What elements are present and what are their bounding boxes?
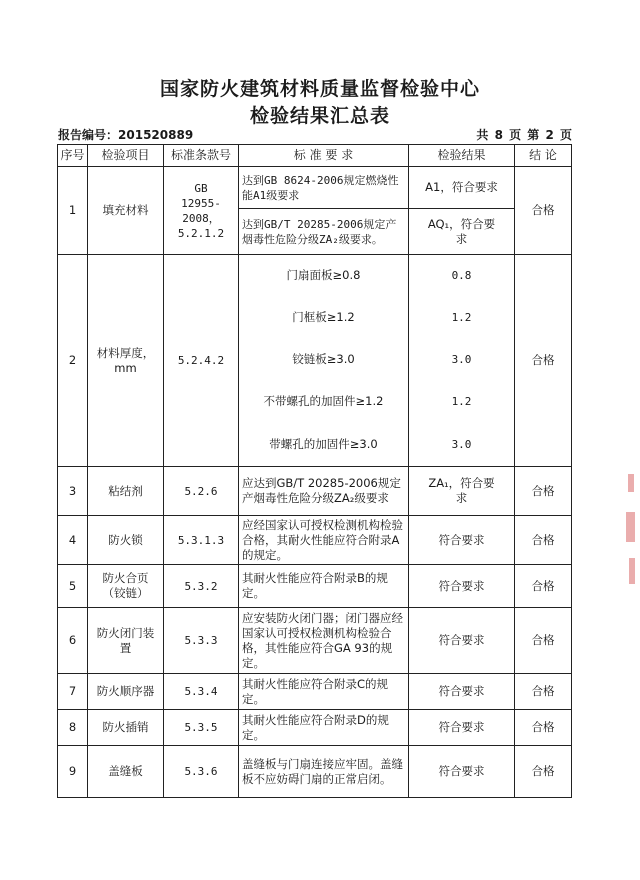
cell-result: 1.2 [409, 381, 515, 423]
cell-no: 1 [58, 167, 88, 255]
cell-requirement: 达到GB 8624-2006规定燃烧性能A1级要求 [239, 167, 409, 209]
cell-conclusion: 合格 [515, 710, 572, 746]
column-header-requirement: 标 准 要 求 [239, 145, 409, 167]
cell-no: 4 [58, 516, 88, 565]
cell-clause: 5.3.5 [164, 710, 239, 746]
table-row [58, 710, 572, 746]
cell-clause: 5.3.1.3 [164, 516, 239, 565]
cell-requirement: 门框板≥1.2 [239, 297, 409, 339]
cell-item: 材料厚度，mm [88, 255, 164, 467]
cell-conclusion: 合格 [515, 167, 572, 255]
cell-result: ZA₁，符合要求 [409, 467, 515, 516]
column-header-result: 检验结果 [409, 145, 515, 167]
cell-result: 符合要求 [409, 674, 515, 710]
cell-requirement: 其耐火性能应符合附录B的规定。 [239, 565, 409, 608]
cell-result: 1.2 [409, 297, 515, 339]
report-number-label: 报告编号： [58, 128, 119, 142]
cell-requirement: 应达到GB/T 20285-2006规定产烟毒性危险分级ZA₂级要求 [239, 467, 409, 516]
cell-clause: 5.2.6 [164, 467, 239, 516]
cell-no: 3 [58, 467, 88, 516]
cell-item: 填充材料 [88, 167, 164, 255]
column-header-conclusion: 结 论 [515, 145, 572, 167]
cell-requirement: 盖缝板与门扇连接应牢固。盖缝板不应妨碍门扇的正常启闭。 [239, 746, 409, 798]
cell-item: 盖缝板 [88, 746, 164, 798]
cell-conclusion: 合格 [515, 565, 572, 608]
table-row [58, 565, 572, 608]
cell-no: 5 [58, 565, 88, 608]
cell-item: 粘结剂 [88, 467, 164, 516]
table-row [58, 516, 572, 565]
cell-conclusion: 合格 [515, 608, 572, 674]
cell-item: 防火顺序器 [88, 674, 164, 710]
cell-requirement: 门扇面板≥0.8 [239, 255, 409, 297]
cell-result: 3.0 [409, 423, 515, 467]
cell-item: 防火合页（铰链） [88, 565, 164, 608]
cell-item: 防火插销 [88, 710, 164, 746]
table-row [58, 467, 572, 516]
cell-result: AQ₁，符合要求 [409, 209, 515, 255]
cell-no: 8 [58, 710, 88, 746]
document-title: 国家防火建筑材料质量监督检验中心 [159, 78, 480, 100]
cell-clause: 5.3.3 [164, 608, 239, 674]
cell-clause: 5.2.4.2 [164, 255, 239, 467]
report-number-value: 201520889 [118, 128, 194, 142]
cell-requirement: 应安装防火闭门器；闭门器应经国家认可授权检测机构检验合格，其性能应符合GA 93的规定。 [239, 608, 409, 674]
cell-conclusion: 合格 [515, 746, 572, 798]
column-header-item: 检验项目 [88, 145, 164, 167]
seal-stamp-edge [626, 474, 636, 594]
cell-result: 3.0 [409, 339, 515, 381]
cell-requirement: 其耐火性能应符合附录C的规定。 [239, 674, 409, 710]
table-row [58, 608, 572, 674]
cell-requirement: 应经国家认可授权检测机构检验合格，其耐火性能应符合附录A的规定。 [239, 516, 409, 565]
table-header-row [58, 145, 572, 167]
cell-conclusion: 合格 [515, 467, 572, 516]
cell-conclusion: 合格 [515, 255, 572, 467]
cell-clause: GB 12955-2008，5.2.1.2 [164, 167, 239, 255]
cell-result: 0.8 [409, 255, 515, 297]
cell-no: 7 [58, 674, 88, 710]
cell-requirement: 不带螺孔的加固件≥1.2 [239, 381, 409, 423]
cell-result: 符合要求 [409, 565, 515, 608]
table-row [58, 674, 572, 710]
cell-result: 符合要求 [409, 516, 515, 565]
cell-requirement: 带螺孔的加固件≥3.0 [239, 423, 409, 467]
table-row [58, 255, 572, 297]
cell-item: 防火锁 [88, 516, 164, 565]
cell-result: 符合要求 [409, 710, 515, 746]
column-header-no: 序号 [58, 145, 88, 167]
cell-requirement: 达到GB/T 20285-2006规定产烟毒性危险分级ZA₂级要求。 [239, 209, 409, 255]
report-number [58, 126, 193, 143]
cell-no: 2 [58, 255, 88, 467]
page-info: 共 8 页 第 2 页 [476, 128, 572, 142]
cell-no: 9 [58, 746, 88, 798]
table-row [58, 167, 572, 209]
column-header-clause: 标准条款号 [164, 145, 239, 167]
cell-requirement: 其耐火性能应符合附录D的规定。 [239, 710, 409, 746]
cell-clause: 5.3.2 [164, 565, 239, 608]
cell-result: A1，符合要求 [409, 167, 515, 209]
cell-item: 防火闭门装置 [88, 608, 164, 674]
cell-clause: 5.3.6 [164, 746, 239, 798]
cell-no: 6 [58, 608, 88, 674]
cell-requirement: 铰链板≥3.0 [239, 339, 409, 381]
cell-result: 符合要求 [409, 746, 515, 798]
cell-result: 符合要求 [409, 608, 515, 674]
cell-conclusion: 合格 [515, 674, 572, 710]
cell-conclusion: 合格 [515, 516, 572, 565]
document-subtitle: 检验结果汇总表 [249, 105, 390, 127]
table-row [58, 746, 572, 798]
cell-clause: 5.3.4 [164, 674, 239, 710]
results-table [57, 144, 572, 798]
